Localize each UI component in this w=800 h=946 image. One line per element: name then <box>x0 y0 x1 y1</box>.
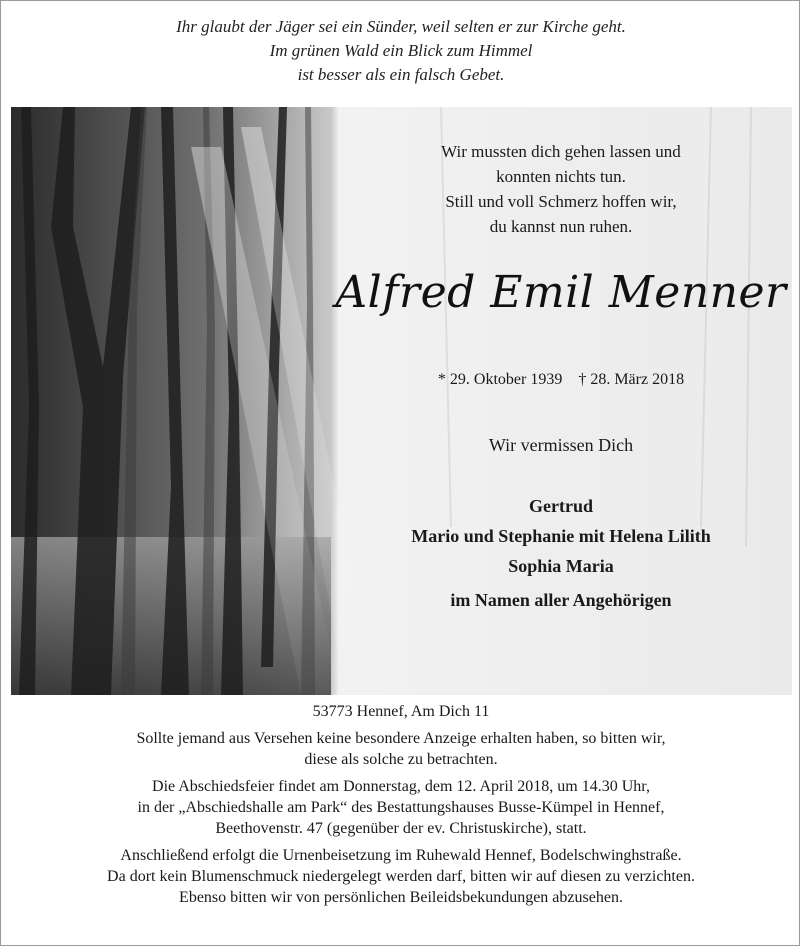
family-line: Gertrud <box>529 496 593 516</box>
birth-date: * 29. Oktober 1939 <box>437 371 563 388</box>
burial-line: Ebenso bitten wir von persönlichen Beileidsbekundungen abzusehen. <box>179 889 623 906</box>
family-signature <box>331 491 791 615</box>
address: 53773 Hennef, Am Dich 11 <box>312 703 490 720</box>
notice-line: diese als solche zu betrachten. <box>304 751 498 768</box>
death-date: † 28. März 2018 <box>578 371 685 388</box>
burial-line: Da dort kein Blumenschmuck niedergelegt werden darf, bitten wir auf diesen zu verzichten. <box>107 868 695 885</box>
family-line: Sophia Maria <box>508 556 614 576</box>
burial-line: Anschließend erfolgt die Urnenbeisetzung im Ruhewald Hennef, Bodelschwinghstraße. <box>120 847 682 864</box>
miss-text: Wir vermissen Dich <box>488 435 634 455</box>
notice-paragraph <box>1 728 800 770</box>
footer-notice <box>1 701 800 914</box>
poem-line: ist besser als ein falsch Gebet. <box>297 65 505 84</box>
burial-paragraph <box>1 845 800 908</box>
memorial-text <box>331 107 791 695</box>
ceremony-line: Die Abschiedsfeier findet am Donnerstag, dem 12. April 2018, um 14.30 Uhr, <box>152 778 650 795</box>
family-line: im Namen aller Angehörigen <box>450 590 672 610</box>
deceased-name: Alfred Emil Menner <box>335 267 787 318</box>
motto-line: du kannst nun ruhen. <box>489 217 633 236</box>
ceremony-paragraph <box>1 776 800 839</box>
life-dates <box>331 371 791 389</box>
family-line: Mario und Stephanie mit Helena Lilith <box>411 526 711 546</box>
ceremony-line: Beethovenstr. 47 (gegenüber der ev. Christuskirche), statt. <box>215 820 587 837</box>
motto <box>331 139 791 239</box>
motto-line: konnten nichts tun. <box>496 167 626 186</box>
motto-line: Still und voll Schmerz hoffen wir, <box>445 192 677 211</box>
notice-line: Sollte jemand aus Versehen keine besondere Anzeige erhalten haben, so bitten wir, <box>136 730 666 747</box>
motto-line: Wir mussten dich gehen lassen und <box>441 142 681 161</box>
poem-line: Ihr glaubt der Jäger sei ein Sünder, weil selten er zur Kirche geht. <box>176 17 626 36</box>
poem <box>1 15 800 87</box>
ceremony-line: in der „Abschiedshalle am Park“ des Bestattungshauses Busse-Kümpel in Hennef, <box>137 799 665 816</box>
poem-line: Im grünen Wald ein Blick zum Himmel <box>269 41 533 60</box>
